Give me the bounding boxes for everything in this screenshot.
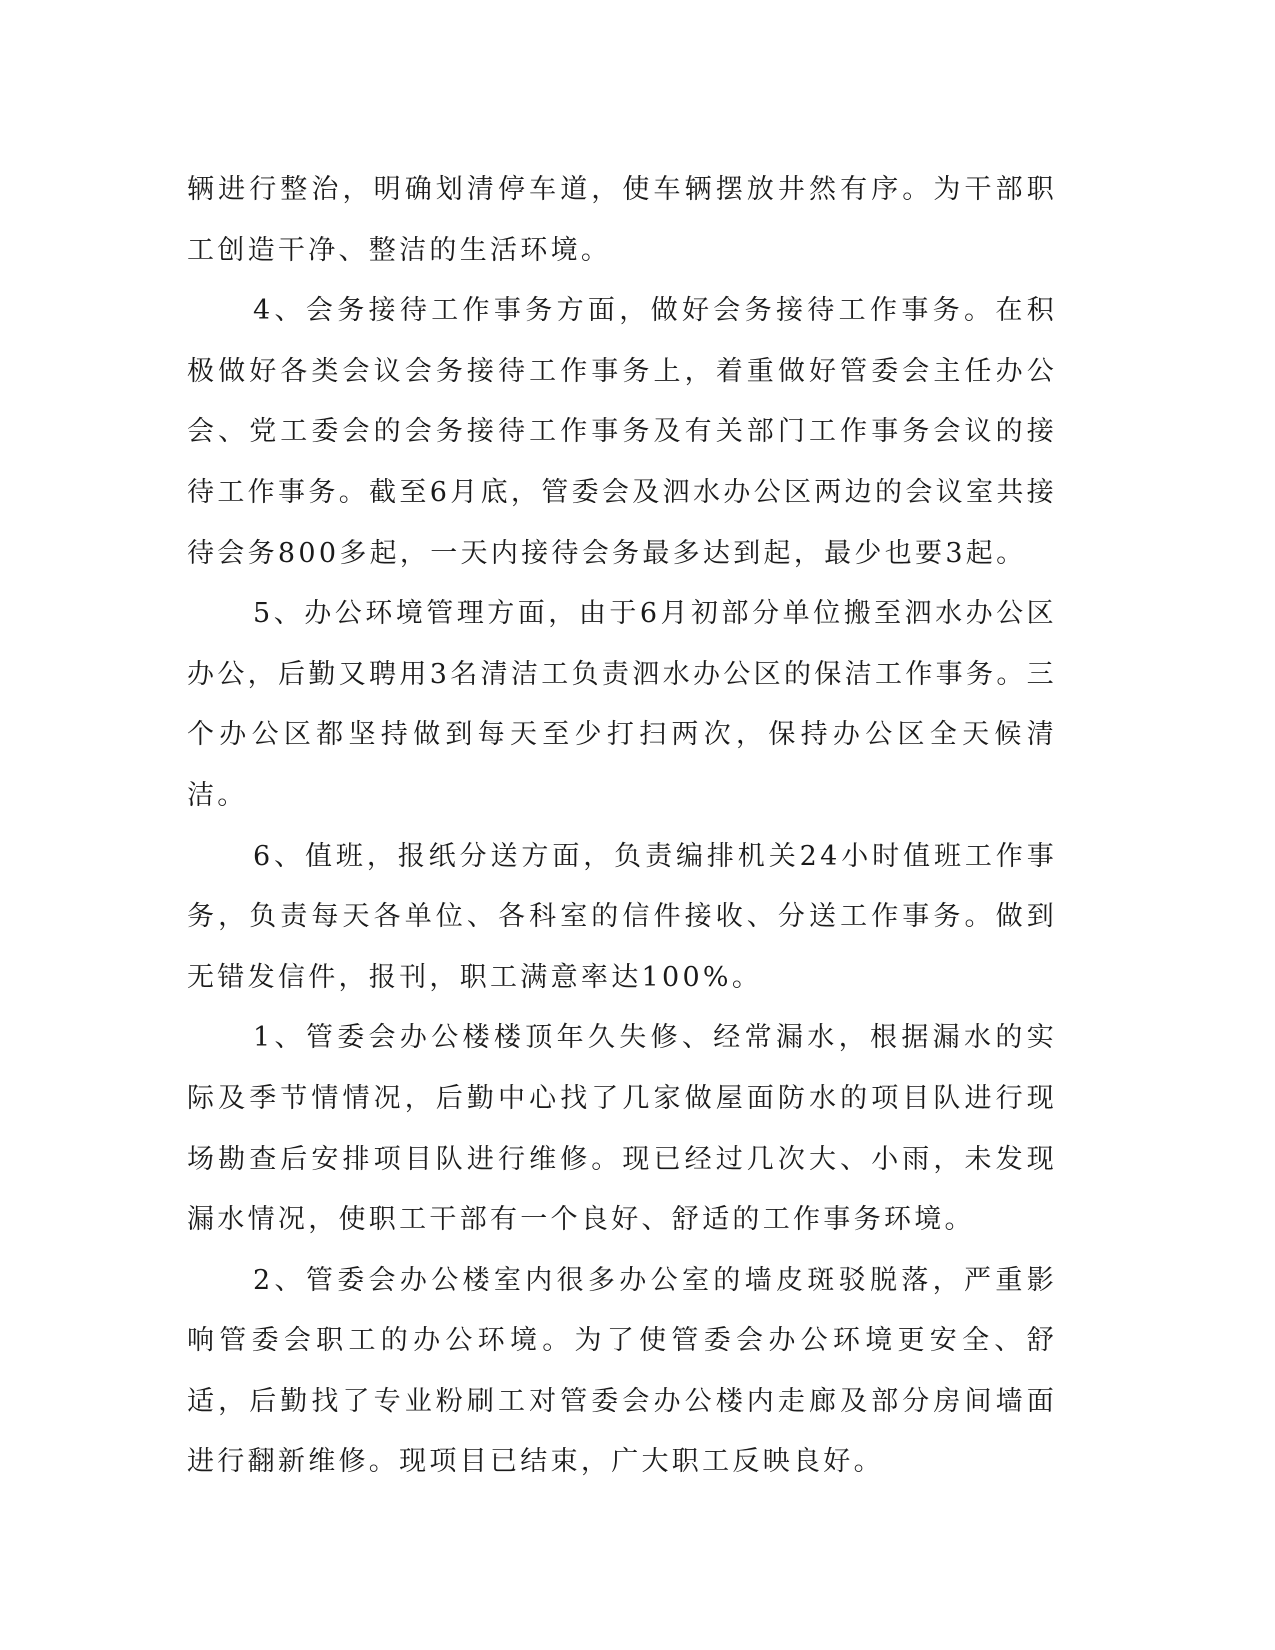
document-body [187,160,1057,1493]
paragraph-wall-renovation: 2、管委会办公楼室内很多办公室的墙皮斑驳脱落，严重影响管委会职工的办公环境。为了使管委会办公环境更安全、舒适，后勤找了专业粉刷工对管委会办公楼内走廊及部分房间墙面进行翻新维修。现项目已结束，广大职工反映良好。 [187,1264,1057,1478]
paragraph-parking: 辆进行整治，明确划清停车道，使车辆摆放井然有序。为干部职工创造干净、整洁的生活环境。 [187,174,1057,266]
paragraph-meeting-reception: 4、会务接待工作事务方面，做好会务接待工作事务。在积极做好各类会议会务接待工作事务上，着重做好管委会主任办公会、党工委会的会务接待工作事务及有关部门工作事务会议的接待工作事务。截至6月底，管委会及泗水办公区两边的会议室共接待会务800多起，一天内接待会务最多达到起，最少也要3起。 [187,295,1057,569]
paragraph-office-environment: 5、办公环境管理方面，由于6月初部分单位搬至泗水办公区办公，后勤又聘用3名清洁工负责泗水办公区的保洁工作事务。三个办公区都坚持做到每天至少打扫两次，保持办公区全天候清洁。 [187,598,1057,811]
paragraph-duty-newspaper: 6、值班，报纸分送方面，负责编排机关24小时值班工作事务，负责每天各单位、各科室的信件接收、分送工作事务。做到无错发信件，报刊，职工满意率达100%。 [187,840,1057,993]
paragraph-roof-repair: 1、管委会办公楼楼顶年久失修、经常漏水，根据漏水的实际及季节情情况，后勤中心找了几家做屋面防水的项目队进行现场勘查后安排项目队进行维修。现已经过几次大、小雨，未发现漏水情况，使职工干部有一个良好、舒适的工作事务环境。 [187,1022,1057,1236]
